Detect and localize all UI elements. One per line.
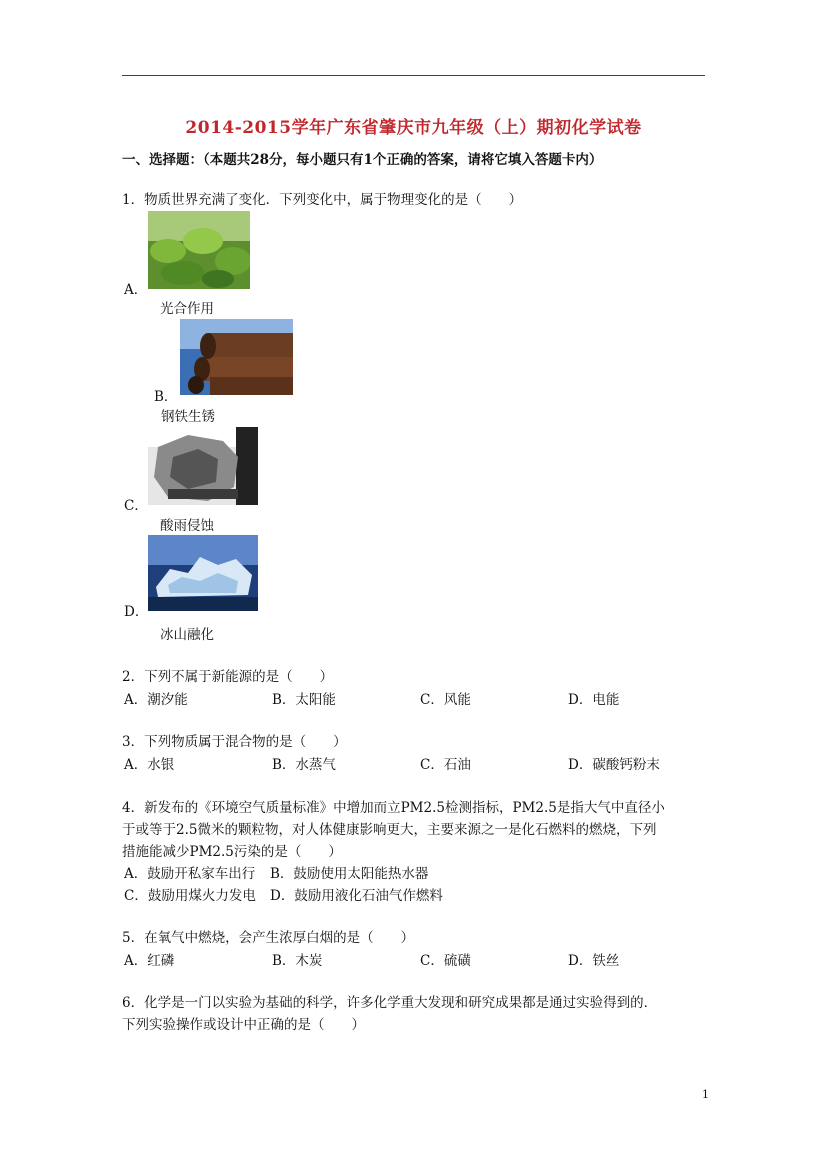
eroded-statue-photo xyxy=(148,427,258,505)
q1-option-a-letter: A． xyxy=(124,282,148,298)
rusty-pipes-photo xyxy=(180,319,293,395)
q2-option-a: A．潮汐能 xyxy=(124,692,188,708)
question-5-stem: 5．在氧气中燃烧，会产生浓厚白烟的是（ ） xyxy=(122,930,415,946)
q3-option-c: C．石油 xyxy=(420,757,471,773)
exam-title: 2014-2015学年广东省肇庆市九年级（上）期初化学试卷 xyxy=(185,118,642,138)
q1-option-d-letter: D． xyxy=(124,604,149,620)
page-number: 1 xyxy=(702,1088,709,1101)
q1-option-c-letter: C． xyxy=(124,498,148,514)
question-6-line-2: 下列实验操作或设计中正确的是（ ） xyxy=(122,1017,365,1033)
question-6-line-1: 6．化学是一门以实验为基础的科学，许多化学重大发现和研究成果都是通过实验得到的． xyxy=(122,995,658,1011)
q5-option-b: B．木炭 xyxy=(272,953,323,969)
header-rule xyxy=(122,75,705,76)
q2-option-c: C．风能 xyxy=(420,692,471,708)
question-4-line-1: 4．新发布的《环境空气质量标准》中增加而立PM2.5检测指标，PM2.5是指大气中直径小 xyxy=(122,800,665,816)
q3-option-b: B．水蒸气 xyxy=(272,757,336,773)
q4-option-b: B．鼓励使用太阳能热水器 xyxy=(270,866,429,882)
q3-option-a: A．水银 xyxy=(124,757,175,773)
question-4-line-2: 于或等于2.5微米的颗粒物，对人体健康影响更大，主要来源之一是化石燃料的燃烧，下列 xyxy=(122,822,657,838)
q1-option-b-letter: B． xyxy=(154,389,178,405)
q1-option-b-caption: 钢铁生锈 xyxy=(161,409,215,425)
q5-option-a: A．红磷 xyxy=(124,953,175,969)
q2-option-d: D．电能 xyxy=(568,692,620,708)
q5-option-c: C．硫磺 xyxy=(420,953,471,969)
question-1-stem: 1．物质世界充满了变化．下列变化中，属于物理变化的是（ ） xyxy=(122,192,523,208)
question-2-stem: 2．下列不属于新能源的是（ ） xyxy=(122,669,334,685)
section-heading: 一、选择题：（本题共28分，每小题只有1个正确的答案，请将它填入答题卡内） xyxy=(122,152,603,168)
q4-option-d: D．鼓励用液化石油气作燃料 xyxy=(270,888,443,904)
q1-option-a-caption: 光合作用 xyxy=(160,301,214,317)
q4-option-c: C．鼓励用煤火力发电 xyxy=(124,888,256,904)
q2-option-b: B．太阳能 xyxy=(272,692,336,708)
question-4-line-3: 措施能减少PM2.5污染的是（ ） xyxy=(122,844,342,860)
q5-option-d: D．铁丝 xyxy=(568,953,620,969)
green-leaves-photo xyxy=(148,211,250,289)
q4-option-a: A．鼓励开私家车出行 xyxy=(124,866,256,882)
question-3-stem: 3．下列物质属于混合物的是（ ） xyxy=(122,734,347,750)
q1-option-c-caption: 酸雨侵蚀 xyxy=(160,518,214,534)
q1-option-d-caption: 冰山融化 xyxy=(160,627,214,643)
iceberg-photo xyxy=(148,535,258,611)
q3-option-d: D．碳酸钙粉末 xyxy=(568,757,660,773)
